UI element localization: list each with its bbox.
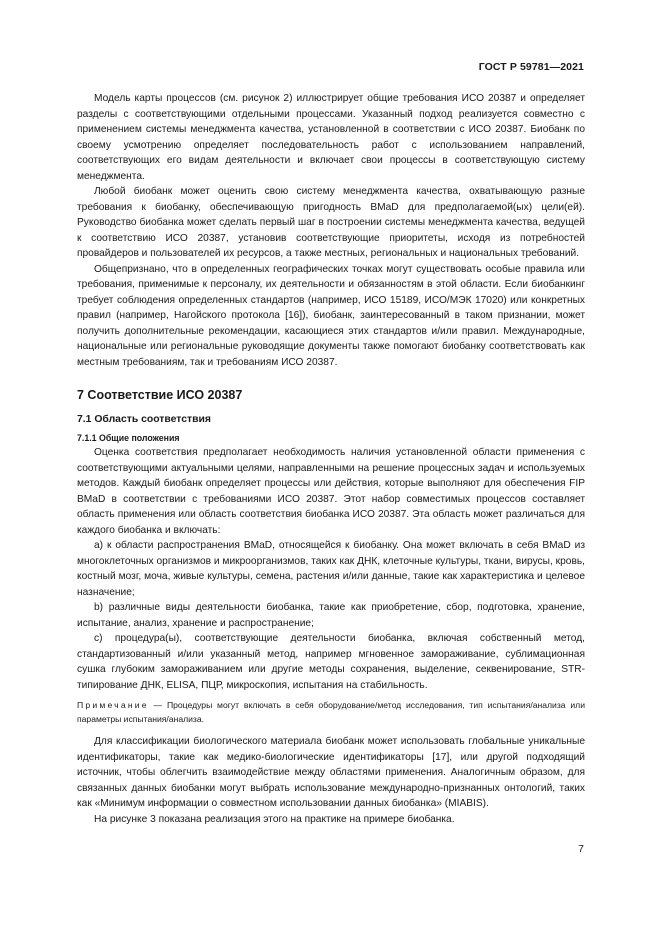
section-heading: 7 Соответствие ИСО 20387 (77, 388, 243, 402)
scope-paragraph: Оценка соответствия предполагает необходимость наличия установленной области применения с соответствующими актуальными целями, направленными на решение процессных задач и используемых методов. Каждый биобанк определяет процессы или действия, которые выполняют для обеспечения FIP BMaD в соответствии с требованиями ИСО 20387. Этот набор совместимых процессов составляет область применения или область соответствия биобанка ИСО 20387. Эта область может различаться для каждого биобанка и включать: (77, 447, 585, 536)
identifiers-paragraph: Для классификации биологического материала биобанк может использовать глобальные уникальные идентификаторы, такие как медико-биологические идентификаторы [17], или другой подходящий источник, чтобы облегчить взаимодействие между областями применения. Аналогичным образом, для связанных данных биобанки могут выбрать использование международно-признанных онтологий, таких как «Минимум информации о совместном использовании данных биобанка» (MIABIS). (77, 736, 585, 809)
subsection-heading: 7.1 Область соответствия (77, 414, 211, 425)
note-text: — Процедуры могут включать в себя оборудование/метод исследования, тип испытания/анализа или параметры испытания/анализа. (77, 700, 585, 724)
intro-paragraph-2: Любой биобанк может оценить свою систему менеджмента качества, охватывающую разные требования к биобанку, обеспечивающую пригодность BMaD для предполагаемой(ых) цели(ей). Руководство биобанка может сделать первый шаг в построении системы менеджмента качества, ведущей к соответствию ИСО 20387, установив соответствующие приоритеты, исходя из потребностей провайдеров и пользователей их ресурсов, а также местных, региональных и национальных требований. (77, 186, 585, 259)
list-item-a: а) к области распространения BMaD, относящейся к биобанку. Она может включать в себя BMaD из многоклеточных организмов и микроорганизмов, таких как ДНК, клеточные культуры, ткани, вирусы, кровь, костный мозг, моча, живые культуры, семена, растения и/или данные, такие как характеристика и целевое назначение; (77, 540, 585, 598)
intro-paragraph-1: Модель карты процессов (см. рисунок 2) иллюстрирует общие требования ИСО 20387 и определяет разделы с соответствующими отдельными процессами. Указанный подход реализуется совместно с применением системы менеджмента качества, установленной в соответствии с ИСО 20387. Биобанк по своему усмотрению определяет последовательность работ с использованием направлений, соответствующих его видам деятельности и включает свои процессы в соответствующую систему менеджмента. (77, 93, 585, 182)
page-number: 7 (578, 843, 584, 855)
page-body (77, 91, 585, 827)
list-item-c: c) процедура(ы), соответствующие деятельности биобанка, включая собственный метод, стандартизованный и/или указанный метод, например мгновенное замораживание, сублимационная сушка глубоким замораживанием или другие методы сохранения, выделение, секвенирование, STR-типирование ДНК, ELISA, ПЦР, микроскопия, испытания на стабильность. (77, 633, 585, 691)
note (77, 699, 585, 726)
figure-reference-paragraph: На рисунке 3 показана реализация этого на практике на примере биобанка. (94, 813, 455, 825)
list-item-b: b) различные виды деятельности биобанка, такие как приобретение, сбор, подготовка, хранение, испытание, анализ, хранение и распространение; (77, 602, 585, 629)
standard-header: ГОСТ Р 59781—2021 (478, 61, 584, 73)
intro-paragraph-3: Общепризнано, что в определенных географических точках могут существовать особые правила или требования, применимые к персоналу, их деятельности и обязанностям в этой области. Если биобанкинг требует соблюдения определенных стандартов (например, ИСО 15189, ИСО/МЭК 17020) или конкретных правил (например, Нагойского протокола [16]), биобанк, заинтересованный в таком признании, может получить дополнительные рекомендации, касающиеся этих стандартов и/или правил. Международные, национальные или региональные руководящие документы также помогают биобанку соответствовать как местным требованиям, так и требованиям ИСО 20387. (77, 263, 585, 368)
note-label: Примечание (77, 700, 149, 710)
subsubsection-heading: 7.1.1 Общие положения (77, 433, 180, 443)
